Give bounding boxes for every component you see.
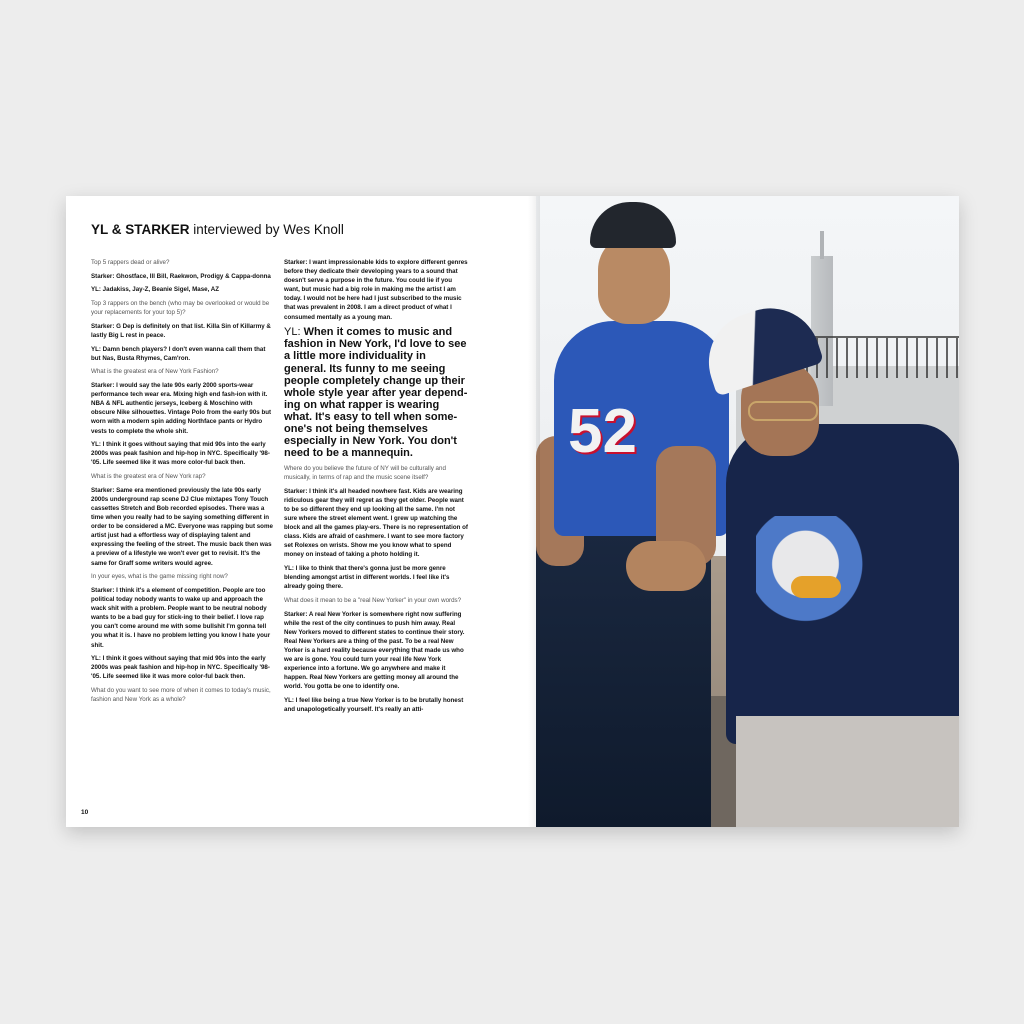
headline-names: YL & STARKER [91, 222, 190, 237]
headline-byline: interviewed by Wes Knoll [189, 222, 344, 237]
page-gutter [528, 196, 540, 827]
interview-answer: YL: Jadakiss, Jay-Z, Beanie Sigel, Mase, AZ [91, 286, 220, 294]
person-right-glasses [748, 401, 818, 421]
magazine-spread [66, 196, 959, 827]
interview-question: What is the greatest era of New York Fashion? [91, 368, 219, 376]
person-right-pants [736, 716, 959, 827]
interview-answer: YL: I feel like being a true New Yorker is to be brutally honest and unapologetically yourself. It's really an atti- [284, 697, 464, 714]
interview-answer: Starker: A real New Yorker is somewhere right now suffering while the rest of the city continues to push him away. Real New Yorkers moved to different states to continue their story. Real New Yorkers are a thing of the past. To be a real New Yorker is a hard reality because everything that made us who we are is gone. You could turn your real life New York experience into a fortune. We go anywhere and make it happen. Real New Yorkers are getting money all around the world. You gotta be one to identify one. [284, 610, 465, 691]
text-column-right [284, 258, 468, 719]
interview-answer: Starker: Ghostface, Ill Bill, Raekwon, Prodigy & Cappa-donna [91, 272, 271, 280]
person-left-hands [626, 541, 706, 591]
interview-answer: Starker: Same era mentioned previously the late 90s early 2000s underground rap scene DJ Clue mixtapes Tony Touch cassettes Stretch and Bob recorded episodes. There was a time when you really had to be saying something different in order to be considered a MC. Everyone was rapping but some artist just had a effortless way of displaying talent and expressing the feeling of the street. The music back then was a preview of a lifestyle we won't ever get to revisit. It's the same for Graff some writers would agree. [91, 486, 273, 567]
interview-answer: Starker: I think it's all headed nowhere fast. Kids are wearing ridiculous gear they will regret as they get older. People want to be so different they end up looking all the same. I'm not sure where the street element went. I grew up watching the block and all the games play-ers. There is no representation of class. Kids are afraid of cashmere. I want to see more factory set Rolexes on wrists. Show me you know what to spend money on instead of taking a photo holding it. [284, 487, 468, 559]
column-right-top [284, 258, 468, 322]
pull-quote-speaker: YL: [284, 326, 301, 339]
text-column-left [91, 258, 275, 709]
interview-question: Where do you believe the future of NY will be culturally and musically, in terms of rap and the music scene itself? [284, 464, 446, 481]
duck-beak [791, 576, 841, 598]
interview-question: Top 5 rappers dead or alive? [91, 259, 170, 266]
pull-quote-text: When it comes to music and fashion in New York, I'd love to see a little more individuality in general. Its funny to me seeing people completely change up their whole style year after year depend-ing on what rapper is wearing what. It's easy to tell when some-one's not being themselves especially in New York. You don't need to be a mannequin. [284, 326, 468, 460]
right-page-photo [536, 196, 959, 827]
interview-question: What is the greatest era of New York rap? [91, 473, 206, 481]
article-headline [91, 222, 344, 237]
photo-railing [806, 336, 959, 378]
interview-answer: YL: I think it goes without saying that mid 90s into the early 2000s was peak fashion and hip-hop in NYC. Specifically '98-'05. Life seemed like it was more color-ful back then. [91, 441, 270, 467]
interview-answer: Starker: G Dep is definitely on that list. Killa Sin of Killarmy & lastly Big L rest in peace. [91, 322, 271, 339]
interview-answer: Starker: I want impressionable kids to explore different genres before they dedicate their developing years to a sound that doesn't serve a purpose in the future. You could lie if you want, but music had a big role in making me the artist I am today. I would not be here had I just subscribed to the music that was prevalent in 2008. I am a direct product of what I consumed mentally as a young man. [284, 259, 468, 321]
column-right-bottom [284, 464, 468, 714]
pull-quote [284, 326, 468, 459]
interview-question: Top 3 rappers on the bench (who may be overlooked or would be your replacements for your top 5)? [91, 300, 270, 317]
interview-answer: Starker: I think it's a element of competition. People are too political today nobody wants to wake up and approach the wack shit with a problem. People want to be neutral nobody wants to be a bad guy for stick-ing to their belief. I love rap you can't come around me with some bullshit I'm gonna tell you what it is. I have no problem letting you know I hate your shit. [91, 586, 271, 649]
portrait-photo [536, 196, 959, 827]
left-page [66, 196, 536, 827]
interview-question: In your eyes, what is the game missing right now? [91, 573, 228, 581]
interview-answer: YL: Damn bench players? I don't even wanna call them that but Nas, Busta Rhymes, Cam'ron. [91, 345, 266, 362]
jersey-number: 52 [568, 397, 637, 466]
page-number: 10 [81, 809, 89, 816]
interview-question: What do you want to see more of when it comes to today's music, fashion and New York as a whole? [91, 687, 271, 704]
interview-answer: YL: I like to think that there's gonna just be more genre blending amongst artist in different worlds. I feel like it's already going there. [284, 565, 450, 591]
photo-tower-spire [820, 231, 824, 259]
interview-question: What does it mean to be a "real New Yorker" in your own words? [284, 596, 462, 604]
interview-answer: Starker: I would say the late 90s early 2000 sports-wear performance tech wear era. Mixing high end fash-ion with it. NBA & NFL authentic jerseys, Iceberg & Moschino with obscure Nike silhouettes. Vintage Polo from the early 90s but worn with a modern spin adding Northface pants or Hydro vests to complete the whole shit. [91, 382, 272, 435]
interview-answer: YL: I think it goes without saying that mid 90s into the early 2000s was peak fashion and hip-hop in NYC. Specifically '98-'05. Life seemed like it was more color-ful back then. [91, 655, 270, 681]
